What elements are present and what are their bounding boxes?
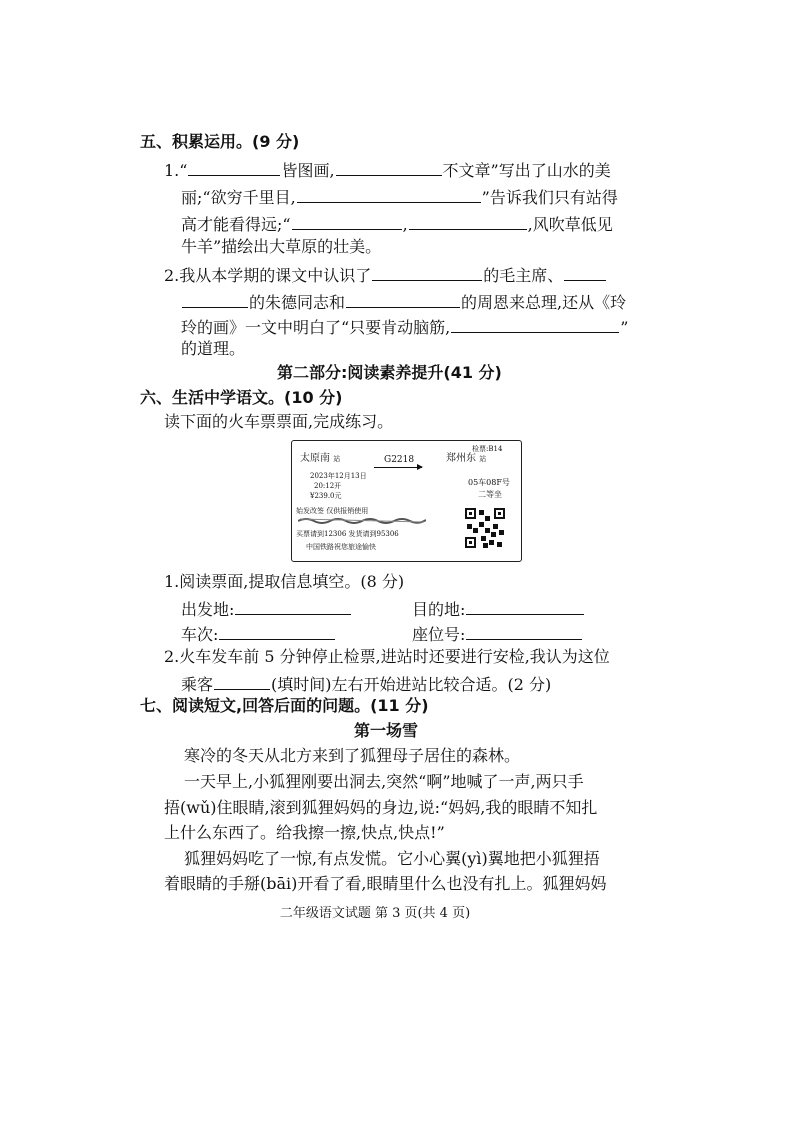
- ticket-train-number: G2218: [384, 455, 415, 465]
- q5-2-line-4: 的道理。: [181, 339, 246, 358]
- part-2-heading: 第二部分:阅读素养提升(41 分): [277, 363, 502, 382]
- q6-1-prompt: 1.阅读票面,提取信息填空。(8 分): [164, 572, 405, 591]
- q6-2-line-1: 2.火车发车前 5 分钟停止检票,进站时还要进行安检,我认为这位: [164, 647, 610, 666]
- answer-blank[interactable]: [182, 289, 248, 308]
- answer-blank[interactable]: [372, 262, 482, 281]
- passage-paragraph-3-line-2: 着眼睛的手掰(bāi)开看了看,眼睛里什么也没有扎上。狐狸妈妈: [164, 874, 607, 893]
- q6-2-line-2: 乘客 (填时间)左右开始进站比较合适。(2 分): [181, 671, 551, 696]
- section-5-heading: 五、积累运用。(9 分): [140, 132, 300, 151]
- q5-2-line-3: 玲的画》一文中明白了“只要肯动脑筋, ”: [181, 314, 628, 339]
- passage-paragraph-2-line-3: 上什么东西了。给我擦一擦,快点,快点!”: [164, 823, 445, 842]
- passage-paragraph-3-line-1: 狐狸妈妈吃了一惊,有点发慌。它小心翼(yì)翼地把小狐狸捂: [184, 849, 600, 868]
- departure-answer-blank[interactable]: [235, 596, 351, 615]
- q5-2-line-1: 2.我从本学期的课文中认识了 的毛主席、: [164, 262, 607, 287]
- answer-blank[interactable]: [564, 262, 606, 281]
- redacted-id-scribble: [298, 517, 426, 524]
- destination-answer-blank[interactable]: [466, 596, 584, 615]
- train-number-answer-blank[interactable]: [219, 621, 335, 640]
- train-number-row: 车次:: [181, 621, 336, 646]
- ticket-seat-class: 二等坐: [478, 490, 502, 499]
- q5-1-line-1: 1.“ 皆图画, 不文章”写出了山水的美: [164, 157, 611, 182]
- arrow-icon: [374, 467, 422, 468]
- passage-paragraph-1: 寒冷的冬天从北方来到了狐狸母子居住的森林。: [184, 746, 521, 765]
- ticket-hotline: 买票请到12306 发货请到95306: [296, 530, 399, 538]
- ticket-seat: 05车08F号: [468, 478, 510, 487]
- train-ticket-image: [291, 440, 522, 562]
- answer-blank[interactable]: [336, 157, 442, 176]
- seat-number-row: 座位号:: [412, 621, 583, 646]
- answer-blank[interactable]: [297, 184, 481, 203]
- q5-1-line-4: 牛羊”描绘出大草原的壮美。: [181, 237, 382, 256]
- qr-code-icon: [465, 508, 505, 548]
- page-footer: 二年级语文试题 第 3 页(共 4 页): [279, 906, 471, 921]
- q5-1-line-3: 高才能看得远;“ , ,风吹草低见: [181, 211, 613, 236]
- q5-1-line-2: 丽;“欲穷千里目, ”告诉我们只有站得: [181, 184, 618, 209]
- ticket-date: 2023年12月13日: [310, 472, 367, 480]
- time-answer-blank[interactable]: [214, 671, 270, 690]
- answer-blank[interactable]: [188, 157, 280, 176]
- ticket-note: 始发改签 仅供报销使用: [296, 507, 369, 515]
- passage-paragraph-2-line-2: 捂(wǔ)住眼睛,滚到狐狸妈妈的身边,说:“妈妈,我的眼睛不知扎: [164, 798, 598, 817]
- ticket-from-station: 太原南 站: [300, 453, 341, 464]
- section-7-heading: 七、阅读短文,回答后面的问题。(11 分): [140, 696, 429, 715]
- seat-number-answer-blank[interactable]: [466, 621, 582, 640]
- section-6-intro: 读下面的火车票票面,完成练习。: [164, 412, 394, 431]
- ticket-price: ¥239.0元: [310, 492, 342, 500]
- ticket-slogan: 中国铁路祝您旅途愉快: [306, 543, 376, 551]
- passage-title: 第一场雪: [354, 721, 419, 740]
- destination-row: 目的地:: [412, 596, 585, 621]
- ticket-to-station: 郑州东 站: [446, 453, 487, 464]
- departure-row: 出发地:: [181, 596, 352, 621]
- passage-paragraph-2-line-1: 一天早上,小狐狸刚要出洞去,突然“啊”地喊了一声,两只手: [184, 772, 584, 791]
- answer-blank[interactable]: [346, 289, 460, 308]
- q5-2-line-2: 的朱德同志和 的周恩来总理,还从《玲: [181, 289, 626, 314]
- answer-blank[interactable]: [292, 211, 402, 230]
- answer-blank[interactable]: [409, 211, 527, 230]
- section-6-heading: 六、生活中学语文。(10 分): [140, 388, 343, 407]
- ticket-check-gate: 检票:B14: [472, 445, 503, 453]
- ticket-departure-time: 20:12开: [314, 482, 342, 490]
- answer-blank[interactable]: [451, 314, 619, 333]
